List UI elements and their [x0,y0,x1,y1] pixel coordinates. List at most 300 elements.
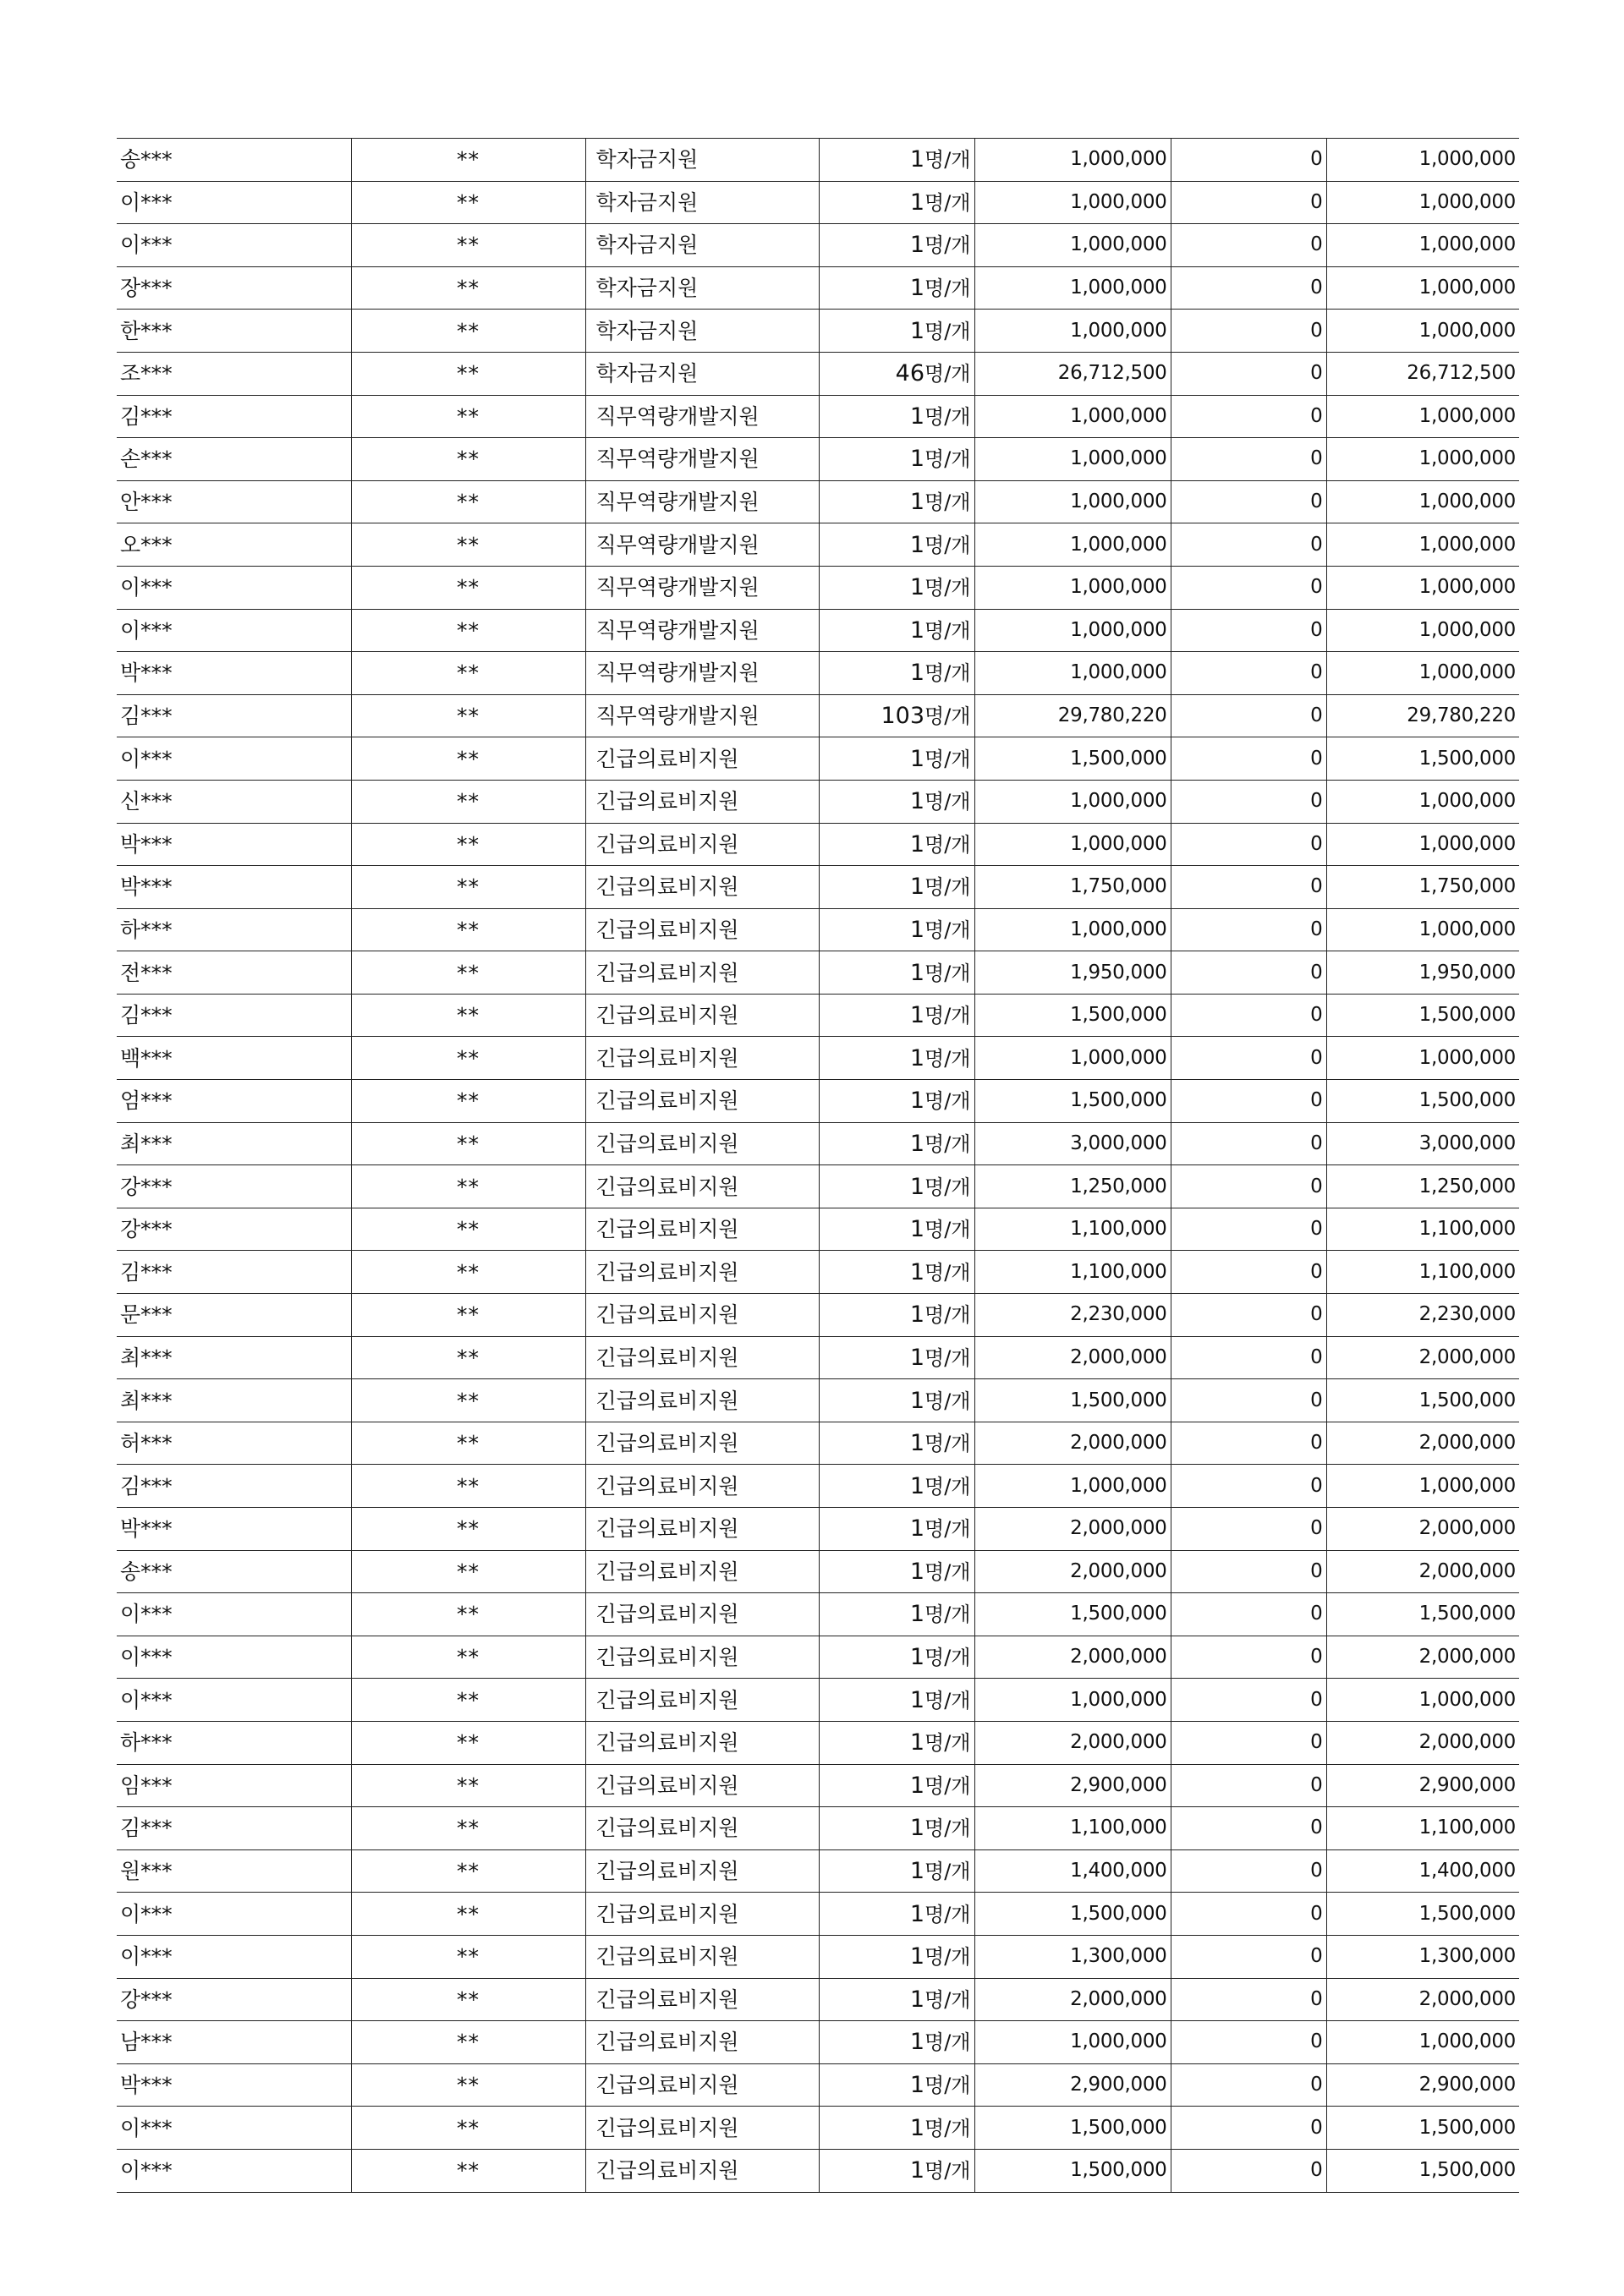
masked-id-cell: ** [351,1935,585,1978]
program-cell: 긴급의료비지원 [585,1550,819,1593]
deduction-cell: 0 [1171,1679,1326,1722]
amount-cell: 1,000,000 [974,310,1171,353]
total-cell: 1,250,000 [1326,1165,1519,1208]
recipient-name-cell: 이*** [117,224,351,267]
program-cell: 긴급의료비지원 [585,1208,819,1251]
total-cell: 1,000,000 [1326,266,1519,310]
total-cell: 2,230,000 [1326,1294,1519,1337]
masked-id-cell: ** [351,1893,585,1936]
quantity-value: 1 [909,1858,925,1885]
deduction-cell: 0 [1171,737,1326,781]
amount-cell: 2,230,000 [974,1294,1171,1337]
total-cell: 1,000,000 [1326,395,1519,438]
recipient-name-cell: 오*** [117,523,351,567]
program-cell: 긴급의료비지원 [585,1978,819,2021]
recipient-name-cell: 김*** [117,1251,351,1294]
recipient-name-cell: 김*** [117,1807,351,1850]
amount-cell: 1,500,000 [974,1379,1171,1422]
quantity-cell [819,908,974,951]
quantity-unit: 명/개 [924,661,971,686]
amount-cell: 1,000,000 [974,823,1171,866]
quantity-cell [819,480,974,523]
total-cell: 1,000,000 [1326,523,1519,567]
quantity-cell [819,609,974,652]
quantity-unit: 명/개 [924,148,971,173]
total-cell: 1,500,000 [1326,1893,1519,1936]
program-cell: 직무역량개발지원 [585,395,819,438]
recipient-name-cell: 엄*** [117,1080,351,1123]
quantity-cell [819,1037,974,1080]
quantity-cell [819,2107,974,2150]
deduction-cell: 0 [1171,566,1326,609]
deduction-cell: 0 [1171,1294,1326,1337]
table-row [117,1336,1519,1379]
table-row [117,2021,1519,2064]
recipient-name-cell: 강*** [117,1165,351,1208]
amount-cell: 1,100,000 [974,1807,1171,1850]
quantity-unit: 명/개 [924,1303,971,1328]
amount-cell: 2,900,000 [974,1764,1171,1807]
quantity-cell [819,994,974,1037]
quantity-value: 1 [909,446,925,473]
quantity-unit: 명/개 [924,2030,971,2055]
recipient-name-cell: 강*** [117,1978,351,2021]
recipient-name-cell: 이*** [117,1593,351,1636]
total-cell: 1,000,000 [1326,1465,1519,1508]
deduction-cell: 0 [1171,1080,1326,1123]
total-cell: 1,400,000 [1326,1849,1519,1893]
quantity-unit: 명/개 [924,747,971,771]
program-cell: 긴급의료비지원 [585,737,819,781]
quantity-cell [819,951,974,995]
quantity-cell [819,1336,974,1379]
amount-cell: 2,000,000 [974,1721,1171,1764]
deduction-cell: 0 [1171,1764,1326,1807]
recipient-name-cell: 안*** [117,480,351,523]
total-cell: 1,000,000 [1326,609,1519,652]
total-cell: 1,000,000 [1326,2021,1519,2064]
recipient-name-cell: 강*** [117,1208,351,1251]
deduction-cell: 0 [1171,310,1326,353]
deduction-cell: 0 [1171,1379,1326,1422]
amount-cell: 1,950,000 [974,951,1171,995]
quantity-unit: 명/개 [924,1218,971,1242]
program-cell: 긴급의료비지원 [585,994,819,1037]
recipient-name-cell: 송*** [117,139,351,182]
total-cell: 2,900,000 [1326,2063,1519,2107]
quantity-unit: 명/개 [924,2159,971,2184]
quantity-unit: 명/개 [924,404,971,429]
quantity-cell [819,310,974,353]
deduction-cell: 0 [1171,2021,1326,2064]
quantity-value: 1 [909,275,925,302]
quantity-unit: 명/개 [924,1175,971,1199]
quantity-cell [819,2021,974,2064]
deduction-cell: 0 [1171,480,1326,523]
quantity-cell [819,566,974,609]
amount-cell: 1,500,000 [974,737,1171,781]
quantity-unit: 명/개 [924,1474,971,1499]
program-cell: 긴급의료비지원 [585,1679,819,1722]
quantity-unit: 명/개 [924,190,971,215]
recipient-name-cell: 이*** [117,1679,351,1722]
amount-cell: 1,400,000 [974,1849,1171,1893]
deduction-cell: 0 [1171,438,1326,481]
amount-cell: 1,100,000 [974,1251,1171,1294]
total-cell: 1,000,000 [1326,566,1519,609]
quantity-unit: 명/개 [924,875,971,900]
table-row [117,1208,1519,1251]
program-cell: 긴급의료비지원 [585,2107,819,2150]
recipient-name-cell: 박*** [117,652,351,695]
amount-cell: 1,000,000 [974,480,1171,523]
recipient-name-cell: 이*** [117,1893,351,1936]
program-cell: 긴급의료비지원 [585,866,819,909]
recipient-name-cell: 이*** [117,737,351,781]
quantity-value: 1 [909,1601,925,1628]
quantity-value: 1 [909,2157,925,2184]
amount-cell: 2,000,000 [974,1978,1171,2021]
masked-id-cell: ** [351,1593,585,1636]
masked-id-cell: ** [351,1251,585,1294]
program-cell: 직무역량개발지원 [585,694,819,737]
quantity-unit: 명/개 [924,277,971,301]
total-cell: 2,000,000 [1326,1550,1519,1593]
total-cell: 1,750,000 [1326,866,1519,909]
program-cell: 긴급의료비지원 [585,1849,819,1893]
quantity-cell [819,1593,974,1636]
program-cell: 직무역량개발지원 [585,609,819,652]
quantity-unit: 명/개 [924,2074,971,2098]
recipient-name-cell: 허*** [117,1422,351,1465]
masked-id-cell: ** [351,2021,585,2064]
masked-id-cell: ** [351,1037,585,1080]
quantity-cell [819,1807,974,1850]
program-cell: 학자금지원 [585,224,819,267]
quantity-unit: 명/개 [924,1517,971,1542]
masked-id-cell: ** [351,395,585,438]
quantity-cell [819,1465,974,1508]
program-cell: 학자금지원 [585,181,819,224]
quantity-value: 1 [909,1472,925,1499]
program-cell: 긴급의료비지원 [585,2063,819,2107]
table-row [117,1294,1519,1337]
amount-cell: 1,000,000 [974,438,1171,481]
quantity-value: 1 [909,1943,925,1970]
quantity-cell [819,1080,974,1123]
masked-id-cell: ** [351,1764,585,1807]
quantity-unit: 명/개 [924,2116,971,2140]
quantity-value: 1 [909,916,925,943]
quantity-cell [819,1978,974,2021]
quantity-cell [819,652,974,695]
quantity-value: 1 [909,1044,925,1071]
amount-cell: 2,000,000 [974,1422,1171,1465]
total-cell: 1,000,000 [1326,1037,1519,1080]
total-cell: 1,100,000 [1326,1807,1519,1850]
amount-cell: 1,000,000 [974,609,1171,652]
total-cell: 1,500,000 [1326,2107,1519,2150]
table-row [117,609,1519,652]
table-row [117,1764,1519,1807]
table-row [117,181,1519,224]
quantity-cell [819,1550,974,1593]
masked-id-cell: ** [351,1978,585,2021]
quantity-cell [819,1508,974,1551]
deduction-cell: 0 [1171,1849,1326,1893]
recipient-name-cell: 이*** [117,1935,351,1978]
quantity-value: 1 [909,531,925,558]
quantity-unit: 명/개 [924,1046,971,1071]
total-cell: 1,300,000 [1326,1935,1519,1978]
program-cell: 긴급의료비지원 [585,1593,819,1636]
program-cell: 긴급의료비지원 [585,1508,819,1551]
masked-id-cell: ** [351,2107,585,2150]
amount-cell: 1,500,000 [974,2107,1171,2150]
program-cell: 긴급의료비지원 [585,1893,819,1936]
quantity-value: 1 [909,1686,925,1713]
program-cell: 직무역량개발지원 [585,652,819,695]
recipient-name-cell: 김*** [117,1465,351,1508]
table-row [117,1080,1519,1123]
total-cell: 2,000,000 [1326,1336,1519,1379]
total-cell: 2,000,000 [1326,1508,1519,1551]
quantity-value: 1 [909,146,925,173]
table-row [117,908,1519,951]
amount-cell: 1,500,000 [974,994,1171,1037]
quantity-unit: 명/개 [924,447,971,472]
table-row [117,1807,1519,1850]
program-cell: 긴급의료비지원 [585,1336,819,1379]
total-cell: 1,000,000 [1326,1679,1519,1722]
deduction-cell: 0 [1171,908,1326,951]
deduction-cell: 0 [1171,1465,1326,1508]
program-cell: 학자금지원 [585,310,819,353]
quantity-unit: 명/개 [924,1731,971,1756]
quantity-value: 1 [909,1130,925,1157]
table-row [117,1465,1519,1508]
quantity-cell [819,1122,974,1165]
program-cell: 긴급의료비지원 [585,1935,819,1978]
recipient-name-cell: 조*** [117,352,351,395]
table-row [117,1422,1519,1465]
amount-cell: 1,000,000 [974,1037,1171,1080]
amount-cell: 1,000,000 [974,181,1171,224]
recipient-name-cell: 이*** [117,2149,351,2192]
deduction-cell: 0 [1171,1208,1326,1251]
deduction-cell: 0 [1171,523,1326,567]
table-row [117,694,1519,737]
quantity-value: 1 [909,2072,925,2099]
recipient-name-cell: 송*** [117,1550,351,1593]
quantity-value: 1 [909,745,925,772]
deduction-cell: 0 [1171,1978,1326,2021]
quantity-cell [819,438,974,481]
total-cell: 2,000,000 [1326,1422,1519,1465]
masked-id-cell: ** [351,1080,585,1123]
masked-id-cell: ** [351,181,585,224]
program-cell: 긴급의료비지원 [585,951,819,995]
amount-cell: 3,000,000 [974,1122,1171,1165]
quantity-unit: 명/개 [924,1688,971,1712]
quantity-unit: 명/개 [924,618,971,643]
deduction-cell: 0 [1171,1550,1326,1593]
quantity-unit: 명/개 [924,1089,971,1114]
masked-id-cell: ** [351,523,585,567]
masked-id-cell: ** [351,737,585,781]
quantity-unit: 명/개 [924,1559,971,1584]
masked-id-cell: ** [351,951,585,995]
table-row [117,1935,1519,1978]
quantity-value: 1 [909,1558,925,1585]
masked-id-cell: ** [351,224,585,267]
program-cell: 긴급의료비지원 [585,1379,819,1422]
quantity-unit: 명/개 [924,832,971,857]
recipient-name-cell: 신*** [117,780,351,823]
amount-cell: 1,000,000 [974,224,1171,267]
deduction-cell: 0 [1171,1037,1326,1080]
quantity-unit: 명/개 [924,1987,971,2012]
total-cell: 1,500,000 [1326,994,1519,1037]
amount-cell: 1,000,000 [974,1679,1171,1722]
deduction-cell: 0 [1171,823,1326,866]
deduction-cell: 0 [1171,1251,1326,1294]
deduction-cell: 0 [1171,1636,1326,1679]
total-cell: 1,500,000 [1326,1080,1519,1123]
quantity-unit: 명/개 [924,319,971,343]
quantity-value: 1 [909,1515,925,1543]
quantity-unit: 명/개 [924,918,971,942]
program-cell: 학자금지원 [585,266,819,310]
quantity-value: 1 [909,1173,925,1200]
recipient-name-cell: 백*** [117,1037,351,1080]
deduction-cell: 0 [1171,866,1326,909]
recipient-name-cell: 김*** [117,694,351,737]
recipient-name-cell: 최*** [117,1379,351,1422]
total-cell: 3,000,000 [1326,1122,1519,1165]
program-cell: 긴급의료비지원 [585,1636,819,1679]
table-row [117,352,1519,395]
quantity-value: 1 [909,1344,925,1371]
masked-id-cell: ** [351,1849,585,1893]
quantity-value: 1 [909,959,925,986]
masked-id-cell: ** [351,994,585,1037]
table-row [117,737,1519,781]
recipient-name-cell: 박*** [117,823,351,866]
amount-cell: 1,000,000 [974,908,1171,951]
quantity-cell [819,1165,974,1208]
deduction-cell: 0 [1171,1807,1326,1850]
recipient-name-cell: 김*** [117,395,351,438]
masked-id-cell: ** [351,1379,585,1422]
recipient-name-cell: 김*** [117,994,351,1037]
total-cell: 1,000,000 [1326,310,1519,353]
table-body [117,139,1519,2193]
quantity-unit: 명/개 [924,1646,971,1670]
recipient-name-cell: 박*** [117,866,351,909]
total-cell: 1,500,000 [1326,737,1519,781]
recipient-name-cell: 임*** [117,1764,351,1807]
amount-cell: 2,000,000 [974,1550,1171,1593]
table-row [117,2149,1519,2192]
deduction-cell: 0 [1171,1935,1326,1978]
total-cell: 1,950,000 [1326,951,1519,995]
recipient-name-cell: 장*** [117,266,351,310]
total-cell: 1,000,000 [1326,181,1519,224]
quantity-cell [819,1764,974,1807]
program-cell: 직무역량개발지원 [585,438,819,481]
recipient-name-cell: 박*** [117,2063,351,2107]
program-cell: 긴급의료비지원 [585,1037,819,1080]
amount-cell: 2,900,000 [974,2063,1171,2107]
quantity-cell [819,2149,974,2192]
quantity-unit: 명/개 [924,961,971,985]
total-cell: 1,500,000 [1326,1379,1519,1422]
table-row [117,1122,1519,1165]
quantity-cell [819,866,974,909]
quantity-unit: 명/개 [924,1945,971,1970]
total-cell: 1,000,000 [1326,224,1519,267]
total-cell: 1,000,000 [1326,480,1519,523]
total-cell: 1,000,000 [1326,652,1519,695]
amount-cell: 1,500,000 [974,1593,1171,1636]
quantity-cell [819,823,974,866]
table-row [117,395,1519,438]
quantity-value: 1 [909,1088,925,1115]
deduction-cell: 0 [1171,395,1326,438]
quantity-unit: 명/개 [924,1902,971,1926]
recipient-name-cell: 이*** [117,609,351,652]
deduction-cell: 0 [1171,1336,1326,1379]
quantity-value: 1 [909,1301,925,1329]
table-row [117,224,1519,267]
quantity-cell [819,1893,974,1936]
quantity-cell [819,1849,974,1893]
table-row [117,1978,1519,2021]
table-row [117,951,1519,995]
recipient-name-cell: 최*** [117,1122,351,1165]
quantity-unit: 명/개 [924,362,971,386]
total-cell: 1,000,000 [1326,908,1519,951]
program-cell: 긴급의료비지원 [585,1465,819,1508]
deduction-cell: 0 [1171,1721,1326,1764]
table-row [117,266,1519,310]
recipient-name-cell: 하*** [117,1721,351,1764]
recipient-name-cell: 이*** [117,2107,351,2150]
amount-cell: 1,500,000 [974,1893,1171,1936]
masked-id-cell: ** [351,908,585,951]
quantity-cell [819,266,974,310]
program-cell: 직무역량개발지원 [585,480,819,523]
program-cell: 긴급의료비지원 [585,1122,819,1165]
quantity-cell [819,1294,974,1337]
program-cell: 긴급의료비지원 [585,1807,819,1850]
program-cell: 긴급의료비지원 [585,1294,819,1337]
amount-cell: 1,000,000 [974,780,1171,823]
program-cell: 긴급의료비지원 [585,1764,819,1807]
table-row [117,480,1519,523]
amount-cell: 1,000,000 [974,566,1171,609]
amount-cell: 2,000,000 [974,1636,1171,1679]
masked-id-cell: ** [351,1422,585,1465]
quantity-value: 1 [909,1986,925,2013]
quantity-cell [819,523,974,567]
masked-id-cell: ** [351,1208,585,1251]
masked-id-cell: ** [351,310,585,353]
program-cell: 긴급의료비지원 [585,1080,819,1123]
quantity-cell [819,737,974,781]
deduction-cell: 0 [1171,1593,1326,1636]
